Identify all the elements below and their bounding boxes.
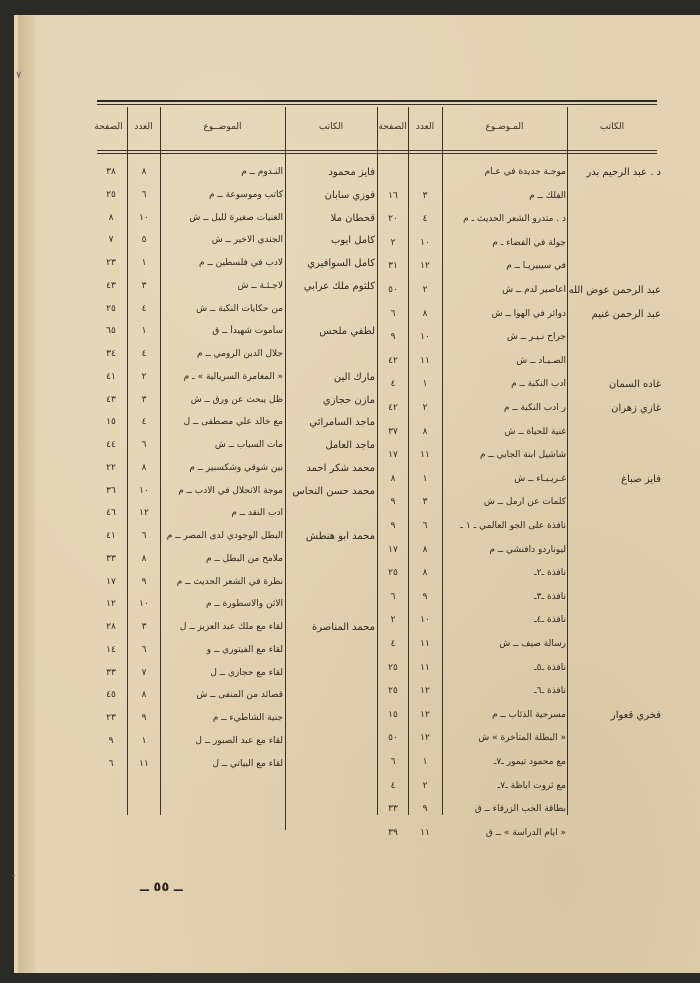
author-name: كامل ايوب: [330, 235, 375, 247]
subject-entry: لقاء مع البياتي ــ ل: [212, 758, 283, 769]
issue-number: ٦: [141, 189, 147, 200]
issue-number: ٦: [422, 521, 428, 531]
author-name: عبد الرحمن عوض الله: [568, 285, 661, 296]
page-number-cell: ٧: [108, 235, 114, 246]
issue-number: ٩: [422, 804, 428, 815]
subject-entry: قصائد من المنفى ــ ش: [196, 690, 283, 701]
page-number-cell: ٢٨: [106, 622, 116, 632]
page-number-cell: ١٦: [388, 190, 398, 201]
column-line: [160, 107, 161, 815]
column-line: [285, 107, 286, 830]
subject-entry: من حكايات النكبة ــ ش: [196, 303, 283, 314]
subject-entry: ليوناردو دافنشي ــ م: [489, 544, 566, 555]
issue-number: ١٠: [420, 237, 430, 248]
subject-entry: مات السياب ــ ش: [214, 440, 283, 450]
issue-number: ٣: [422, 190, 428, 201]
subject-entry: شاشيل ابنة الجابي ــ م: [480, 450, 566, 461]
subject-entry: موجة الانحلال في الادب ــ م: [178, 485, 283, 496]
issue-number: ٢: [422, 780, 428, 791]
subject-entry: سأموت شهيداً ــ ق: [212, 326, 283, 337]
issue-number: ٨: [141, 167, 147, 177]
page-number-cell: ٢٠: [388, 214, 398, 225]
subject-entry: لادب في فلسطين ــ م: [199, 258, 283, 268]
subject-entry: ر ادب النكبة ــ م: [503, 403, 566, 413]
page-number-cell: ٩: [108, 735, 114, 746]
page-number-cell: ٢٣: [106, 713, 116, 723]
subject-entry: غـريـبـاء ــ ش: [514, 473, 566, 484]
subject-entry: ادب النكبة ــ م: [511, 379, 566, 390]
issue-number: ٦: [141, 644, 147, 655]
author-name: غازي زهران: [611, 403, 661, 414]
subject-entry: مع ثروت اباظة ـ٧ـ: [497, 780, 566, 791]
issue-number: ٢: [141, 371, 147, 382]
issue-number: ٤: [422, 214, 428, 225]
issue-number: ٢: [422, 285, 428, 295]
issue-number: ١٠: [139, 485, 149, 496]
header-author-left: الكاتب: [318, 122, 344, 132]
subject-entry: بطاقة الحب الزرقاء ــ ق: [474, 804, 566, 815]
column-line: [127, 107, 128, 815]
issue-number: ٥: [141, 235, 147, 246]
subject-entry: « المغامرة السريالية » ـ م: [183, 371, 283, 382]
issue-number: ٣: [141, 394, 147, 405]
issue-number: ٣: [141, 622, 147, 632]
issue-number: ٤: [141, 417, 147, 428]
subject-entry: بين شوقي وشكسبير ــ م: [189, 462, 283, 473]
subject-entry: رسالة صيف ــ ش: [499, 639, 566, 649]
issue-number: ١٢: [420, 261, 430, 272]
subject-entry: نافذة ـ٤ـ: [534, 615, 566, 626]
page-number-cell: ٢: [390, 237, 396, 248]
subject-entry: موجـة جديدة في عـام: [484, 167, 566, 177]
page-number-cell: ١٧: [388, 544, 398, 555]
issue-number: ٦: [141, 531, 147, 541]
subject-entry: ظل يبحث عن ورق ــ ش: [190, 394, 283, 405]
author-name: فخري قعوار: [610, 709, 661, 721]
page-number-cell: ٦٥: [106, 326, 116, 337]
subject-entry: نافذة ـ٥ـ: [534, 662, 566, 673]
page-number-cell: ١٥: [106, 417, 116, 428]
subject-entry: جولة في الفضاء ـ م: [492, 237, 566, 248]
subject-entry: الغنيات صغيرة لليل ــ ش: [189, 212, 283, 223]
page-number-cell: ٤: [390, 780, 396, 791]
author-name: محمد المناصرة: [312, 622, 375, 633]
margin-mark: ـ: [12, 868, 15, 879]
page-number-cell: ٤٦: [106, 508, 116, 519]
subject-entry: نافذة ـ٣ـ: [534, 591, 566, 602]
page-number-cell: ٨: [108, 212, 114, 223]
page-number-cell: ٣١: [388, 261, 398, 272]
subject-entry: « البطلة المتأخرة » ش: [478, 733, 566, 744]
page-number-cell: ٩: [390, 332, 396, 343]
subject-entry: مع محمود تيمور ـ٧ـ: [493, 757, 566, 767]
subject-entry: ادب النقد ــ م: [231, 508, 283, 519]
issue-number: ٨: [141, 690, 147, 701]
author-name: كامل السوافيري: [307, 258, 375, 269]
subject-entry: جلال الدين الرومي ــ م: [197, 349, 283, 359]
column-line: [377, 107, 378, 815]
subject-entry: الاثن والاسطورة ــ م: [205, 599, 283, 610]
issue-number: ١: [422, 757, 428, 767]
header-subject-right: المـوضـوع: [485, 122, 524, 132]
subject-entry: نظرة في الشعر الحديث ــ م: [176, 576, 283, 587]
issue-number: ١: [422, 473, 428, 484]
issue-number: ١٠: [139, 599, 149, 610]
issue-number: ٧: [141, 667, 147, 678]
issue-number: ١٢: [139, 508, 149, 519]
subject-entry: لقاء مع عبد الصبور ــ ل: [195, 735, 283, 746]
author-name: قحطان ملا: [330, 212, 375, 224]
page-number-cell: ٤١: [106, 371, 116, 382]
issue-number: ١٠: [420, 615, 430, 626]
subject-entry: في سيبيريـا ــ م: [506, 261, 566, 272]
subject-entry: د . متدرو الشعر الحديث ـ م: [463, 214, 566, 225]
subject-entry: جراح نـيـر ــ ش: [506, 332, 566, 343]
subject-entry: لقاء مع الفيتوري ــ و: [206, 644, 283, 655]
page-number-cell: ٣٣: [106, 667, 116, 678]
author-name: لطفي ملحس: [319, 326, 375, 338]
subject-entry: نافذة ـ٦ـ: [534, 686, 566, 697]
issue-number: ٨: [141, 553, 147, 564]
page-number-cell: ١٢: [106, 599, 116, 610]
page-number-cell: ٣٨: [106, 167, 116, 177]
author-name: محمد حسن النحاس: [292, 485, 375, 497]
page-number-cell: ٣٣: [388, 804, 398, 815]
issue-number: ١١: [420, 450, 430, 461]
author-name: فوزي سابان: [324, 189, 375, 201]
page-number-cell: ٣٩: [388, 827, 398, 838]
subject-entry: كاتب وموسوعة ــ م: [209, 189, 283, 200]
subject-entry: ملامح من البطل ــ م: [206, 553, 283, 564]
page-number-cell: ٨: [390, 473, 396, 484]
author-name: ماجد السامرائي: [309, 417, 375, 429]
issue-number: ١: [141, 735, 147, 746]
page-number-cell: ٢: [390, 615, 396, 626]
top-rule: [97, 100, 657, 102]
margin-mark: ٧: [16, 70, 22, 81]
issue-number: ٤: [141, 303, 147, 314]
header-page-left: الصفحة: [94, 122, 123, 132]
subject-entry: الفلك ــ م: [529, 190, 566, 201]
page-number-cell: ٦: [390, 308, 396, 319]
page-number-cell: ١٧: [388, 450, 398, 461]
page-number-cell: ١٥: [388, 709, 398, 720]
page-number-cell: ٢٥: [388, 662, 398, 673]
subject-entry: النـدوم ــ م: [241, 167, 283, 177]
subject-entry: لاجـئـة ــ ش: [237, 280, 283, 291]
page-number-cell: ٢٢: [106, 462, 116, 473]
page-number-cell: ٦: [390, 757, 396, 767]
page-number-cell: ٤١: [106, 531, 116, 541]
column-line: [442, 107, 443, 815]
subject-entry: جنية الشاطيء ــ م: [212, 713, 283, 723]
issue-number: ٩: [141, 713, 147, 723]
issue-number: ١: [141, 258, 147, 268]
header-author-right: الكاتب: [599, 122, 625, 132]
subject-entry: غنية للحياة ــ ش: [504, 426, 566, 437]
issue-number: ١: [422, 379, 428, 390]
issue-number: ١١: [420, 827, 430, 838]
author-name: محمد ابو هنطش: [305, 531, 375, 542]
author-name: د . عبد الرحيم بدر: [586, 167, 661, 178]
page-number-cell: ٤: [390, 639, 396, 649]
top-rule-thin: [97, 104, 657, 105]
subject-entry: كلمات عن ارمل ــ ش: [483, 497, 566, 508]
author-name: محمد شكر احمد: [306, 462, 375, 474]
issue-number: ١١: [420, 662, 430, 673]
page-number-cell: ٤٣: [106, 394, 116, 405]
issue-number: ١٠: [139, 212, 149, 223]
issue-number: ٨: [141, 462, 147, 473]
page-number: ــ ٥٥ ــ: [140, 880, 183, 895]
author-name: فايز صباغ: [621, 473, 661, 485]
header-issue-left: العدد: [134, 122, 153, 132]
header-page-right: الصفحة: [378, 122, 407, 132]
page-number-cell: ٣٣: [106, 553, 116, 564]
page-number-cell: ٤٤: [106, 440, 116, 450]
page-number-cell: ٥٠: [388, 285, 398, 295]
subject-entry: اعاصير لدم ــ ش: [502, 285, 566, 295]
issue-number: ١١: [139, 758, 149, 769]
issue-number: ٤: [141, 349, 147, 359]
subject-entry: لقاء مع حجازي ــ ل: [210, 667, 283, 678]
issue-number: ٢: [422, 403, 428, 413]
subject-entry: مسرحية الذئاب ــ م: [491, 709, 566, 720]
header-subject-left: الموضــوع: [203, 122, 242, 132]
author-name: مارك الين: [333, 371, 375, 383]
page-number-cell: ٤٣: [106, 280, 116, 291]
issue-number: ١٠: [420, 332, 430, 343]
page-number-cell: ٩: [390, 497, 396, 508]
subject-entry: البطل الوجودي لدى المصر ــ م: [166, 531, 283, 541]
subject-entry: الجندي الاخير ــ ش: [211, 235, 283, 246]
issue-number: ٨: [422, 568, 428, 579]
issue-number: ٦: [141, 440, 147, 450]
page-number-cell: ٦: [108, 758, 114, 769]
page-number-cell: ٤٢: [388, 355, 398, 366]
page-number-cell: ٣٦: [106, 485, 116, 496]
header-issue-right: العدد: [415, 122, 435, 132]
issue-number: ٣: [141, 280, 147, 291]
subject-entry: الصـيـاد ــ ش: [516, 355, 566, 366]
page-number-cell: ٩: [390, 521, 396, 531]
issue-number: ٣: [422, 497, 428, 508]
page-number-cell: ٢٥: [388, 568, 398, 579]
issue-number: ٨: [422, 308, 428, 319]
page-number-cell: ٢٥: [106, 189, 116, 200]
author-name: غاده السمان: [608, 379, 661, 391]
issue-number: ٩: [141, 576, 147, 587]
subject-entry: نافذة على الجو العالمي ـ ١ ـ: [460, 521, 566, 531]
issue-number: ١١: [420, 639, 430, 649]
page-number-cell: ٥٠: [388, 733, 398, 744]
column-line: [408, 107, 409, 815]
page-fold: [18, 15, 36, 973]
issue-number: ٨: [422, 544, 428, 555]
author-name: مازن حجازي: [322, 394, 375, 406]
issue-number: ١٢: [420, 686, 430, 697]
page-number-cell: ٣٧: [388, 426, 398, 437]
issue-number: ١٢: [420, 733, 430, 744]
issue-number: ١٢: [420, 709, 430, 720]
author-name: فايز محمود: [328, 167, 375, 178]
issue-number: ٩: [422, 591, 428, 602]
page-number-cell: ٤٥: [106, 690, 116, 701]
page-number-cell: ٤٢: [388, 403, 398, 413]
page-number-cell: ٣٤: [106, 349, 116, 359]
page-number-cell: ٢٣: [106, 258, 116, 268]
subject-entry: نافذة ـ٢ـ: [534, 568, 566, 579]
page-number-cell: ١٧: [106, 576, 116, 587]
subject-entry: « ايام الدراسة » ــ ق: [485, 827, 566, 838]
author-name: ماجد العامل: [325, 440, 375, 451]
page-number-cell: ٦: [390, 591, 396, 602]
subject-entry: لقاء مع ملك عبد العزيز ــ ل: [179, 622, 283, 632]
page-number-cell: ٢٥: [106, 303, 116, 314]
subject-entry: مع خالد علي مصطفى ــ ل: [183, 417, 283, 428]
issue-number: ١: [141, 326, 147, 337]
page-number-cell: ٤: [390, 379, 396, 390]
issue-number: ١١: [420, 355, 430, 366]
author-name: عبد الرحمن غنيم: [591, 308, 661, 320]
page-number-cell: ١٤: [106, 644, 116, 655]
issue-number: ٨: [422, 426, 428, 437]
author-name: كلثوم ملك عرابي: [303, 280, 375, 292]
subject-entry: دوائر في الهوا ــ ش: [491, 308, 566, 319]
page-number-cell: ٢٥: [388, 686, 398, 697]
